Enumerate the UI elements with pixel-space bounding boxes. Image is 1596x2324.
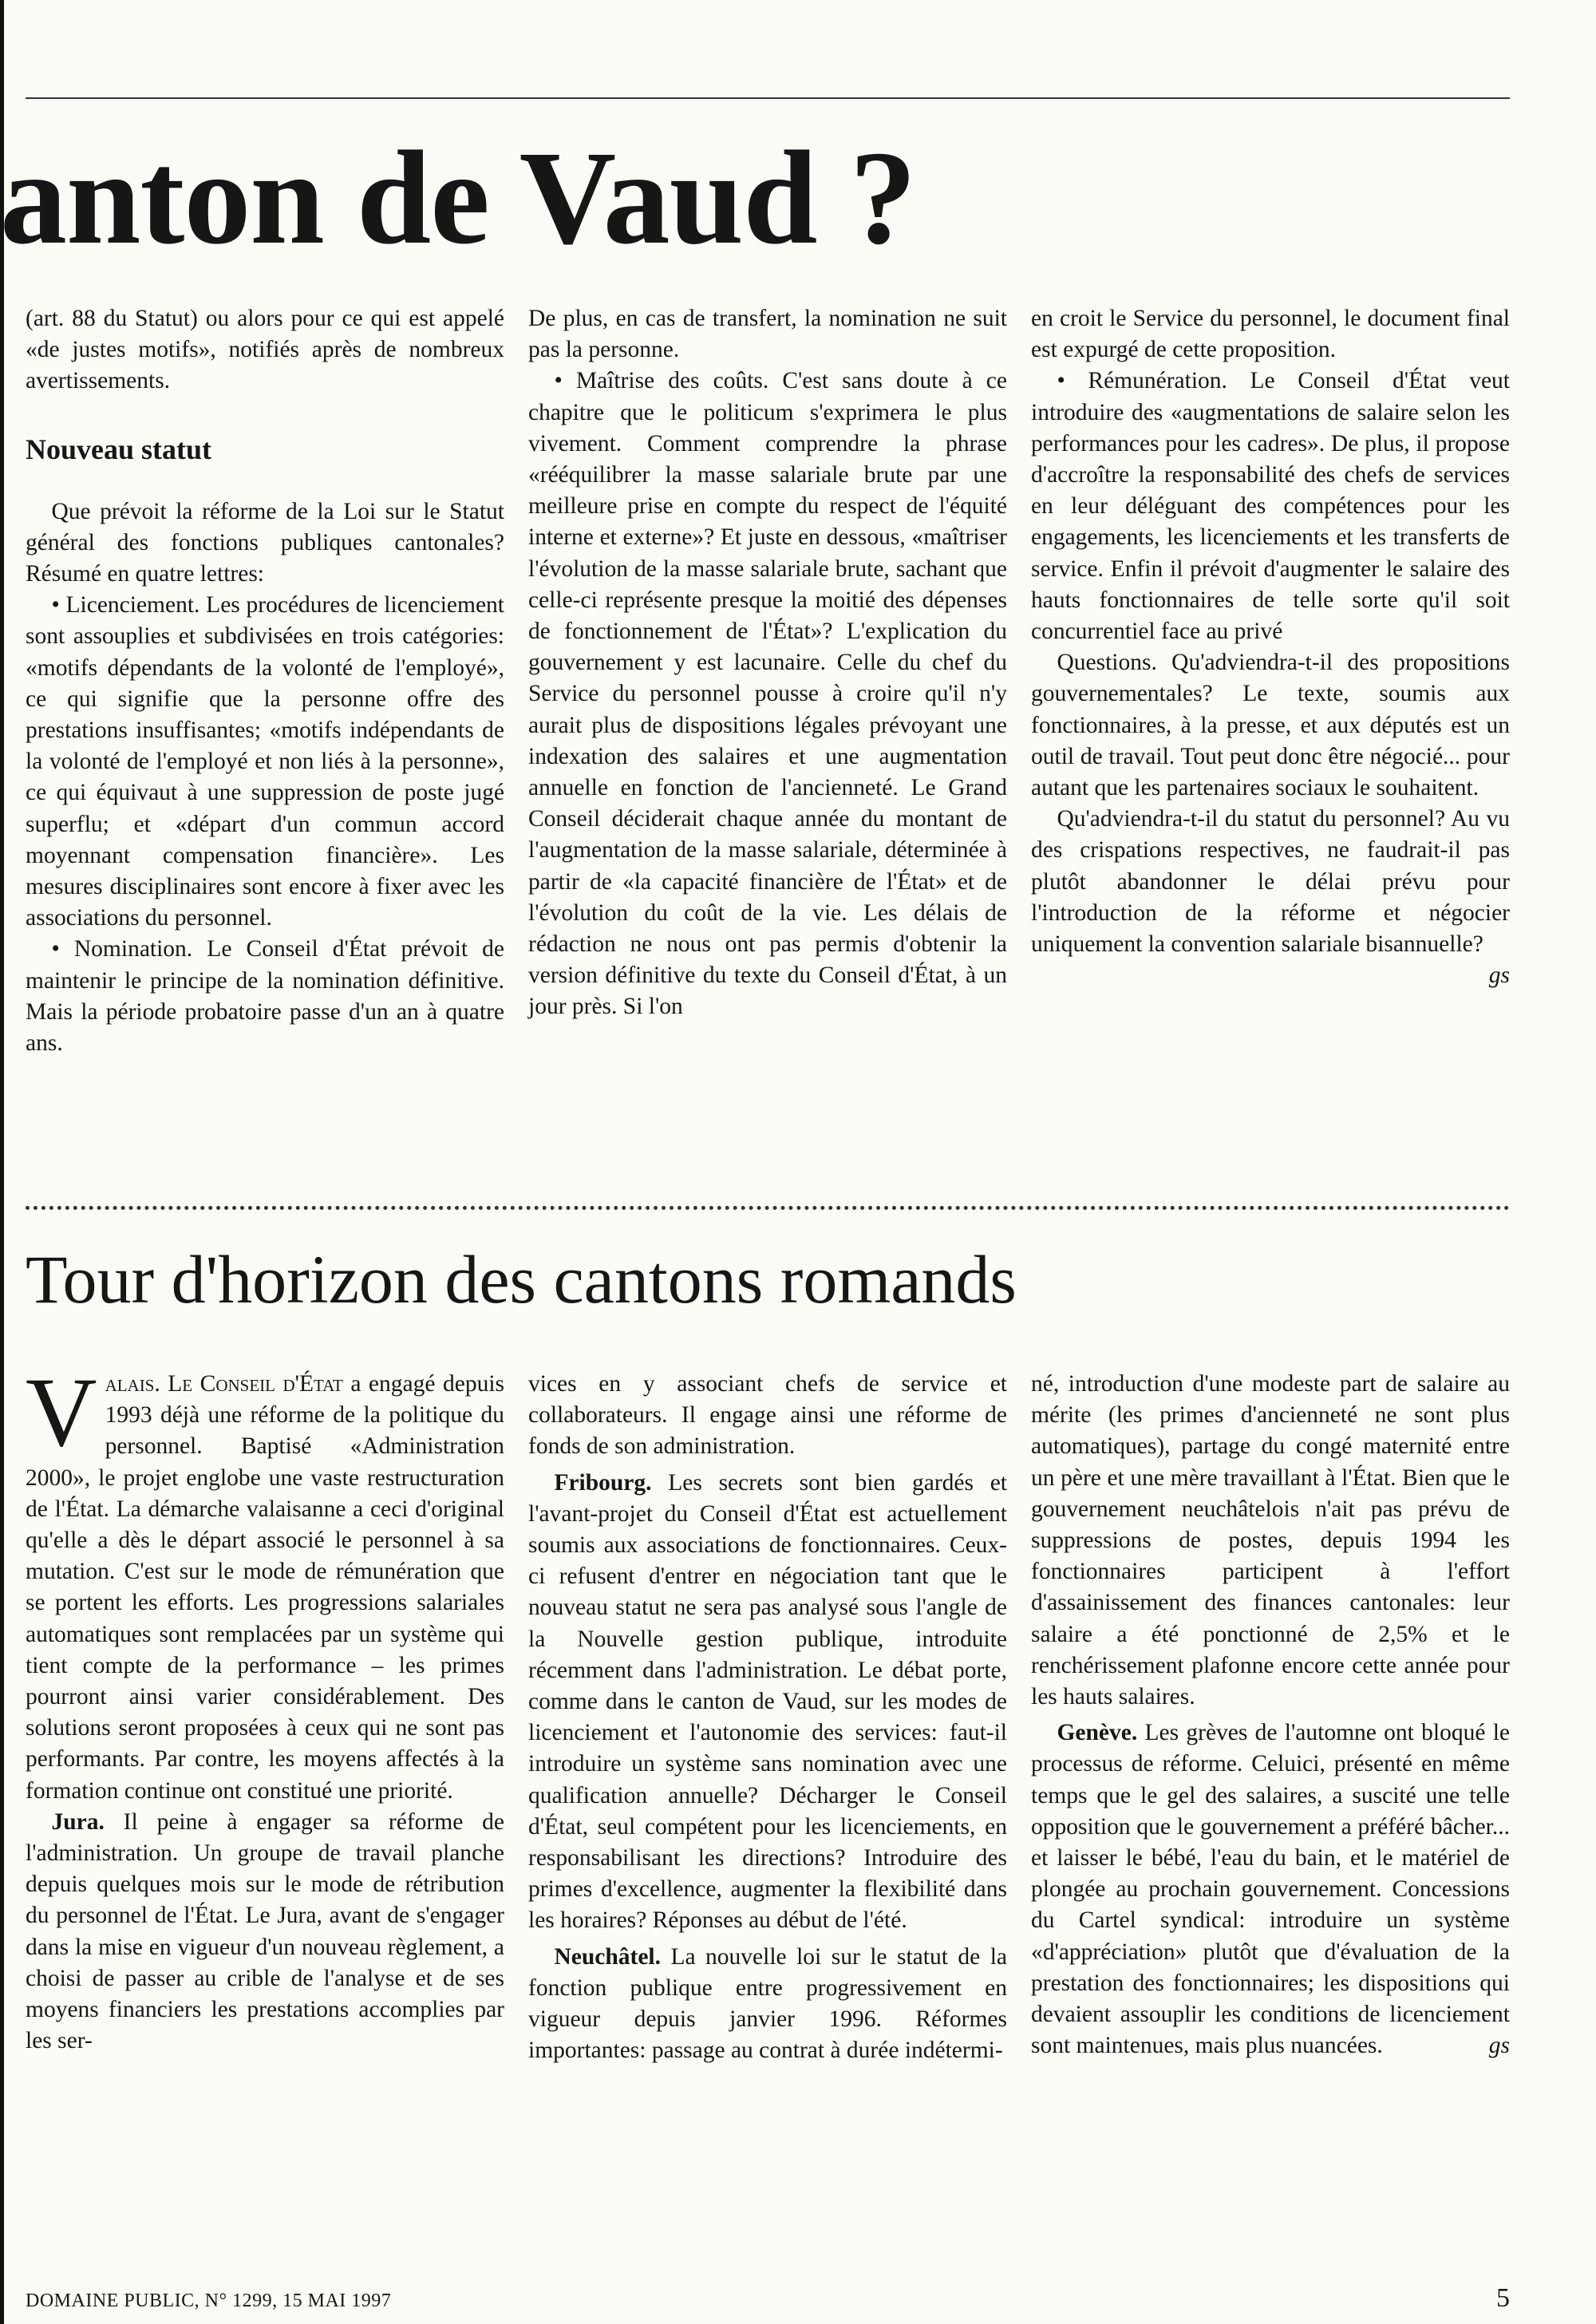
article1-column-2 [528,303,1007,1197]
paragraph: vices en y associant chefs de service et collaborateurs. Il engage ainsi une réforme de fonds de son administration. [528,1371,1007,1460]
article1-column-3 [1031,303,1510,1197]
paragraph [528,1942,1007,2067]
paragraph [528,1468,1007,1937]
article2-headline: Tour d'horizon des cantons romands [26,1241,1017,1318]
paragraph [26,1807,504,2057]
paragraph: • Rémunération. Le Conseil d'État veut introduire des «augmentations de salaire selon les performances pour les cadres». De plus, il propose d'accroître la responsabilité des chefs de services en leur déléguant des compétences pour les engagements, les licenciements et les transferts de service. Enfin il prévoit d'augmenter le salaire des hauts fonctionnaires de telle sorte qu'il soit concurrentiel face au privé [1031,368,1510,645]
paragraph [26,1358,504,1807]
paragraph-text: Qu'adviendra-t-il du statut du personnel? Au vu des crispations respectives, ne faudrait-il pas plutôt abandonner le délai prévu pour l'introduction de la réforme et négocier uniquement la convention salariale bisannuelle? [1031,806,1510,958]
paragraph: Que prévoit la réforme de la Loi sur le Statut général des fonctions publiques cantonales? Résumé en quatre lettres: [26,498,504,587]
article2-column-1 [26,1358,504,2167]
paragraph-text: La nouvelle loi sur le statut de la fonction publique entre progressivement en vigueur depuis janvier 1996. Réformes importantes: passage au contrat à durée indétermi- [528,1943,1007,2064]
footer-publication: DOMAINE PUBLIC, N° 1299, 15 MAI 1997 [26,2290,392,2311]
paragraph: • Licenciement. Les procédures de licenciement sont assouplies et subdivisées en trois catégories: «motifs dépendants de la volonté de l'employé», ce qui signifie que la personne offre des prestations insuffisantes; «motifs indépendants de la volonté de l'employé et non liés à la personne», ce qui équivaut à une suppression de poste jugé superflu; et «départ d'un commun accord moyennant compensation financière». Les mesures disciplinaires sont encore à fixer avec les associations du personnel. [26,592,504,931]
paragraph-text: a engagé depuis 1993 déjà une réforme de la politique du personnel. Baptisé «Administration 2000», le projet englobe une vaste restructuration de l'État. La démarche valaisanne a ceci d'original qu'elle a dès le départ associé le personnel à sa mutation. C'est sur le mode de rémunération que se portent les efforts. Les progressions salariales automatiques sont remplacées par un système qui tient compte de la performance – les primes pourront ainsi varier considérablement. Des solutions seront proposées à ceux qui ne sont pas performants. Par contre, les moyens affectés à la formation continue ont constitué une priorité. [26,1371,504,1804]
canton-label: Jura. [51,1808,105,1835]
subheading: Nouveau statut [26,433,212,465]
paragraph-text: Les secrets sont bien gardés et l'avant-projet du Conseil d'État est actuellement soumis aux associations de fonctionnaires. Ceux-ci refusent d'entrer en négociation tant que le nouveau statut ne sera pas analysé sous l'angle de la Nouvelle gestion publique, introduite récemment dans l'administration. Le débat porte, comme dans le canton de Vaud, sur les modes de licenciement et l'autonomie des services: faut-il introduire un système sans nomination avec une qualification annuelle? Décharger le Conseil d'État, seul compétent pour les licenciements, en responsabilisant les directions? Introduire des primes d'excellence, augmenter la flexibilité dans les horaires? Réponses au début de l'été. [528,1469,1007,1934]
page-number: 5 [1496,2283,1510,2313]
article1-column-1 [26,303,504,1197]
author-initials: gs [1488,2033,1510,2059]
top-rule [26,97,1510,99]
canton-label: Genève. [1057,1720,1138,1746]
dotted-separator [26,1206,1510,1210]
article2-column-3 [1031,1369,1510,2167]
paragraph [1031,1717,1510,2061]
paragraph: Questions. Qu'adviendra-t-il des propositions gouvernementales? Le texte, soumis aux fonctionnaires, à la presse, et aux députés est un outil de travail. Tout peut donc être négocié... pour autant que les partenaires sociaux le souhaitent. [1031,650,1510,801]
author-initials: gs [1488,962,1510,989]
paragraph: • Nomination. Le Conseil d'État prévoit de maintenir le principe de la nomination définitive. Mais la période probatoire passe d'un an à quatre ans. [26,936,504,1057]
lead-in: alais. Le Conseil d'État [105,1371,343,1397]
paragraph: • Maîtrise des coûts. C'est sans doute à ce chapitre que le politicum s'exprimera le plus vivement. Comment comprendre la phrase «rééquilibrer la masse salariale brute par une meilleure prise en compte du respect de l'équité interne et externe»? Et juste en dessous, «maîtriser l'évolution de la masse salariale brute, sachant que celle-ci représente presque la moitié des dépenses de fonctionnement de l'État»? L'explication du gouvernement y est lacunaire. Celle du chef du Service du personnel pousse à croire qu'il n'y aurait plus de dispositions légales prévoyant une indexation des salaires et une augmentation annuelle en fonction de l'ancienneté. Le Grand Conseil déciderait chaque année du montant de l'augmentation de la masse salariale, déterminée à partir de «la capacité financière de l'État» et de l'évolution du coût de la vie. Les délais de rédaction ne nous ont pas permis d'obtenir la version définitive du texte du Conseil d'État, à un jour près. Si l'on [528,368,1007,1020]
article2-column-2 [528,1369,1007,2167]
paragraph-text: Il peine à engager sa réforme de l'administration. Un groupe de travail planche depuis quelques mois sur le mode de rétribution du personnel de l'État. Le Jura, avant de s'engager dans la mise en vigueur d'un nouveau règlement, a choisi de passer au crible de l'analyse et de ses moyens financiers les prestations accomplies par les ser- [26,1808,504,2054]
paragraph: né, introduction d'une modeste part de salaire au mérite (les primes d'ancienneté ne sont plus automatiques), partage du congé maternité entre un père et une mère travaillant à l'État. Bien que le gouvernement neuchâtelois n'ait pas prévu de suppressions de postes, depuis 1994 les fonctionnaires participent à l'effort d'assainissement des finances cantonales: leur salaire a été ponctionné de 2,5% et le renchérissement plafonne encore cette année pour les hauts salaires. [1031,1371,1510,1710]
canton-label: Fribourg. [554,1469,652,1496]
paragraph: De plus, en cas de transfert, la nomination ne suit pas la personne. [528,306,1007,363]
drop-cap: V [26,1358,97,1467]
paragraph [1031,804,1510,989]
paragraph: en croit le Service du personnel, le document final est expurgé de cette proposition. [1031,306,1510,363]
article1-headline: anton de Vaud ? [0,124,916,272]
paragraph: (art. 88 du Statut) ou alors pour ce qui est appelé «de justes motifs», notifiés après de nombreux avertissements. [26,306,504,394]
paragraph-text: Les grèves de l'automne ont bloqué le processus de réforme. Celuici, présenté en même temps que le gel des salaires, a suscité une telle opposition que le gouvernement a préféré bâcher... et laisser le bébé, l'eau du bain, et le matériel de plongée au prochain gouvernement. Concessions du Cartel syndical: introduire un système «d'appréciation» plutôt que d'évaluation de la prestation des fonctionnaires; les dispositions qui devaient assouplir les conditions de licenciement sont maintenues, mais plus nuancées. [1031,1720,1510,2059]
page-edge [0,0,4,2324]
canton-label: Neuchâtel. [554,1943,661,1970]
